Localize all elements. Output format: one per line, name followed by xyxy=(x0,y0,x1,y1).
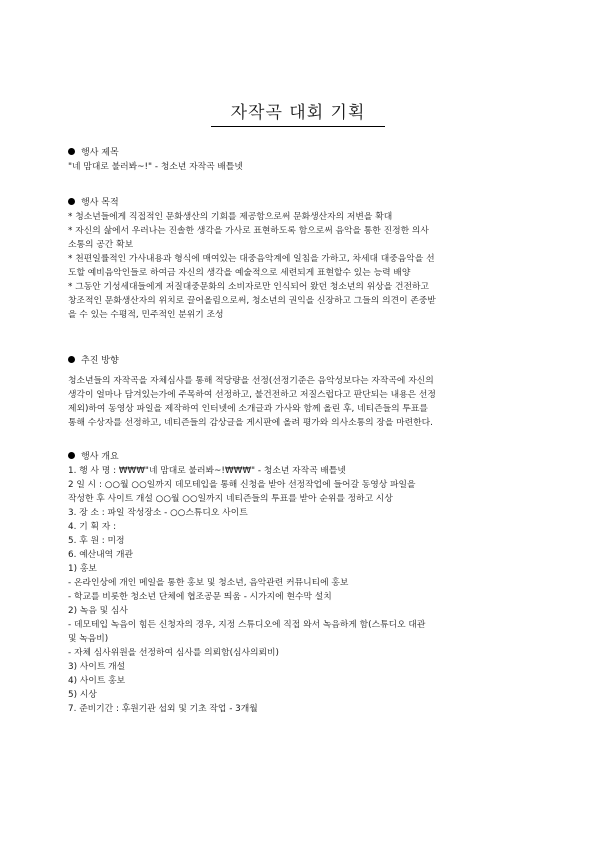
body-line: * 천편일률적인 가사내용과 형식에 매여있는 대중음악계에 일침을 가하고, 차세대 대중음악을 선 xyxy=(68,254,435,264)
page-title: 자작곡 대회 기획 xyxy=(230,103,366,123)
body-line: 3. 장 소 : 파일 작성장소 - ○○스튜디오 사이트 xyxy=(68,508,248,518)
body-line: 도할 예비음악인들로 하여금 자신의 생각을 예술적으로 세련되게 표현할수 있는 능력 배양 xyxy=(68,268,411,278)
body-line: 창조적인 문화생산자의 위치로 끌어올림으로써, 청소년의 권익을 신장하고 그들의 의견이 존중받 xyxy=(68,296,436,306)
bullet-icon xyxy=(68,198,75,205)
section-heading xyxy=(68,196,530,210)
body-line: 6. 예산내역 개관 xyxy=(68,550,133,560)
section-heading-label: 추진 방향 xyxy=(81,356,119,366)
body-line: * 청소년들에게 직접적인 문화생산의 기회를 제공함으로써 문화생산자의 저변을 확대 xyxy=(68,212,393,222)
section-heading-label: 행사 목적 xyxy=(81,198,119,208)
body-line: - 학교를 비롯한 청소년 단체에 협조공문 띄움 - 시가지에 현수막 설치 xyxy=(68,592,332,602)
body-line: 3) 사이트 개설 xyxy=(68,662,126,672)
body-line: 2 일 시 : ○○월 ○○일까지 데모테입을 통해 신청을 받아 선정작업에 들어갈 동영상 파일을 xyxy=(68,480,416,490)
body-line: * 자신의 삶에서 우러나는 진솔한 생각을 가사로 표현하도록 함으로써 음악을 통한 진정한 의사 xyxy=(68,226,429,236)
body-line: 4. 기 획 자 : xyxy=(68,522,117,532)
section-heading xyxy=(68,354,530,368)
body-line: 을 수 있는 수평적, 민주적인 분위기 조성 xyxy=(68,310,224,320)
body-line: 5. 후 원 : 미정 xyxy=(68,536,125,546)
bullet-icon xyxy=(68,148,75,155)
section-heading xyxy=(68,146,530,160)
body-line: - 온라인상에 개인 메일을 통한 홍보 및 청소년, 음악관련 커뮤니티에 홍보 xyxy=(68,578,349,588)
title-underline xyxy=(211,126,385,127)
bullet-icon xyxy=(68,452,75,459)
body-line: 작성한 후 사이트 개설 ○○월 ○○일까지 네티즌들의 투표를 받아 순위를 정하고 시상 xyxy=(68,494,393,504)
section-heading-label: 행사 개요 xyxy=(81,452,119,462)
body-line: 4) 사이트 홍보 xyxy=(68,676,126,686)
body-line: 1) 홍보 xyxy=(68,564,97,574)
body-line: 5) 시상 xyxy=(68,690,97,700)
body-line: 제외)하여 동영상 파일을 제작하여 인터넷에 소개글과 가사와 함께 올린 후, 네티즌들의 투표를 xyxy=(68,404,428,414)
body-line: 7. 준비기간 : 후원기관 섭외 및 기초 작업 - 3개월 xyxy=(68,704,258,714)
body-line: "네 맘대로 불러봐~!" - 청소년 자작곡 배틀넷 xyxy=(68,162,243,172)
body-line: - 자체 심사위원을 선정하여 심사를 의뢰함(심사의뢰비) xyxy=(68,648,279,658)
body-line: - 데모테입 녹음이 힘든 신청자의 경우, 지정 스튜디오에 직접 와서 녹음하게 함(스튜디오 대관 xyxy=(68,620,426,630)
body-line: 1. 행 사 명 : ₩₩₩"네 맘대로 불러봐~!₩₩₩" - 청소년 자작곡 배틀넷 xyxy=(68,466,346,476)
body-line: 통해 수상자를 선정하고, 네티즌들의 감상글을 게시판에 올려 평가와 의사소통의 장을 마련한다. xyxy=(68,418,433,428)
body-line: 소통의 공간 확보 xyxy=(68,240,134,250)
body-line: 2) 녹음 및 심사 xyxy=(68,606,128,616)
section-heading-label: 행사 제목 xyxy=(81,148,119,158)
section-purpose xyxy=(68,196,530,322)
section-event-title xyxy=(68,146,530,174)
body-line: 청소년들의 자작곡을 자체심사를 통해 적당량을 선정(선정기준은 음악성보다는 자작곡에 자신의 xyxy=(68,376,434,386)
body-line: 생각이 얼마나 담겨있는가에 주목하여 선정하고, 불건전하고 저질스럽다고 판단되는 내용은 선정 xyxy=(68,390,436,400)
body-line: 및 녹음비) xyxy=(68,634,109,644)
section-heading xyxy=(68,450,530,464)
section-direction xyxy=(68,354,530,430)
bullet-icon xyxy=(68,356,75,363)
body-line: * 그동안 기성세대들에게 저질대중문화의 소비자로만 인식되어 왔던 청소년의 위상을 건전하고 xyxy=(68,282,429,292)
section-overview xyxy=(68,450,530,716)
